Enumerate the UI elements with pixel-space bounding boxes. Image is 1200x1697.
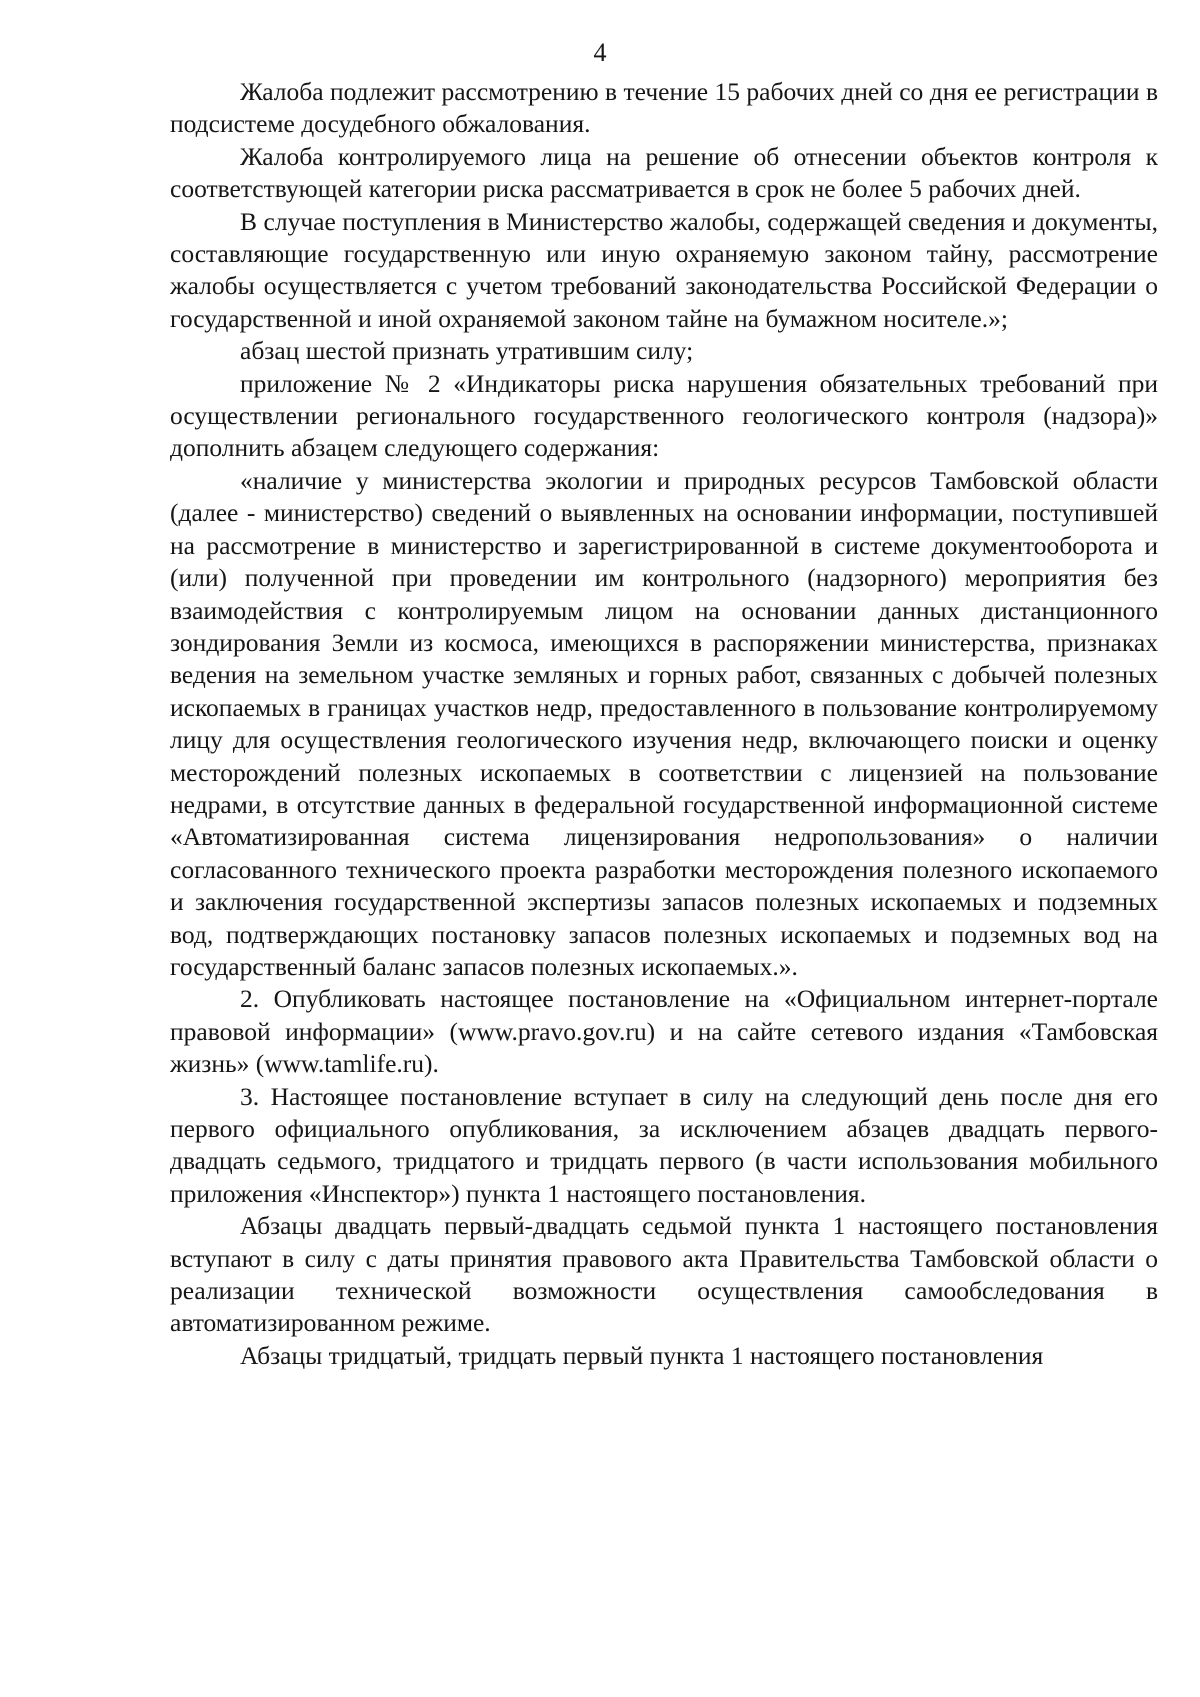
paragraph-appendix-2: приложение № 2 «Индикаторы риска нарушения обязательных требований при осуществлении регионального государственного геологического контроля (надзора)» дополнить абзацем следующего содержания: xyxy=(170,368,1158,463)
paragraph-risk-indicator: «наличие у министерства экологии и природных ресурсов Тамбовской области (далее - министерство) сведений о выявленных на основании информации, поступившей на рассмотрение в министерство и зарегистрированной в системе документооборота и (или) полученной при проведении им контрольного (надзорного) мероприятия без взаимодействия с контролируемым лицом на основании данных дистанционного зондирования Земли из космоса, имеющихся в распоряжении министерства, признаках ведения на земельном участке земляных и горных работ, связанных с добычей полезных ископаемых в границах участков недр, предоставленного в пользование контролируемому лицу для осуществления геологического изучения недр, включающего поиски и оценку месторождений полезных ископаемых в соответствии с лицензией на пользование недрами, в отсутствие данных в федеральной государственной информационной системе «Автоматизированная система лицензирования недропользования» о наличии согласованного технического проекта разработки месторождения полезного ископаемого и заключения государственной экспертизы запасов полезных ископаемых и подземных вод, подтверждающих постановку запасов полезных ископаемых и подземных вод на государственный баланс запасов полезных ископаемых.». xyxy=(170,465,1158,981)
paragraph-publication: 2. Опубликовать настоящее постановление на «Официальном интернет-портале правовой информации» (www.pravo.gov.ru) и на сайте сетевого издания «Тамбовская жизнь» (www.tamlife.ru). xyxy=(170,984,1158,1079)
paragraph-risk-category-complaint: Жалоба контролируемого лица на решение об отнесении объектов контроля к соответствующей категории риска рассматривается в срок не более 5 рабочих дней. xyxy=(170,141,1158,204)
paragraph-entry-into-force: 3. Настоящее постановление вступает в силу на следующий день после дня его первого официального опубликования, за исключением абзацев двадцать первого-двадцать седьмого, тридцатого и тридцать первого (в части использования мобильного приложения «Инспектор») пункта 1 настоящего постановления. xyxy=(170,1081,1158,1208)
paragraph-state-secret: В случае поступления в Министерство жалобы, содержащей сведения и документы, составляющие государственную или иную охраняемую законом тайну, рассмотрение жалобы осуществляется с учетом требований законодательства Российской Федерации о государственной и иной охраняемой законом тайне на бумажном носителе.»; xyxy=(170,206,1158,333)
page-number: 4 xyxy=(593,38,607,67)
paragraph-abzacy-30-31: Абзацы тридцатый, тридцать первый пункта 1 настоящего постановления xyxy=(240,1340,1044,1370)
paragraph-abzacy-21-27: Абзацы двадцать первый-двадцать седьмой пункта 1 настоящего постановления вступают в силу с даты принятия правового акта Правительства Тамбовской области о реализации технической возможности осуществления самообследования в автоматизированном режиме. xyxy=(170,1211,1158,1338)
document-body xyxy=(170,76,1158,1372)
paragraph-abzac-sixth: абзац шестой признать утратившим силу; xyxy=(240,336,694,366)
paragraph-complaint-term: Жалоба подлежит рассмотрению в течение 15 рабочих дней со дня ее регистрации в подсистеме досудебного обжалования. xyxy=(170,77,1158,139)
